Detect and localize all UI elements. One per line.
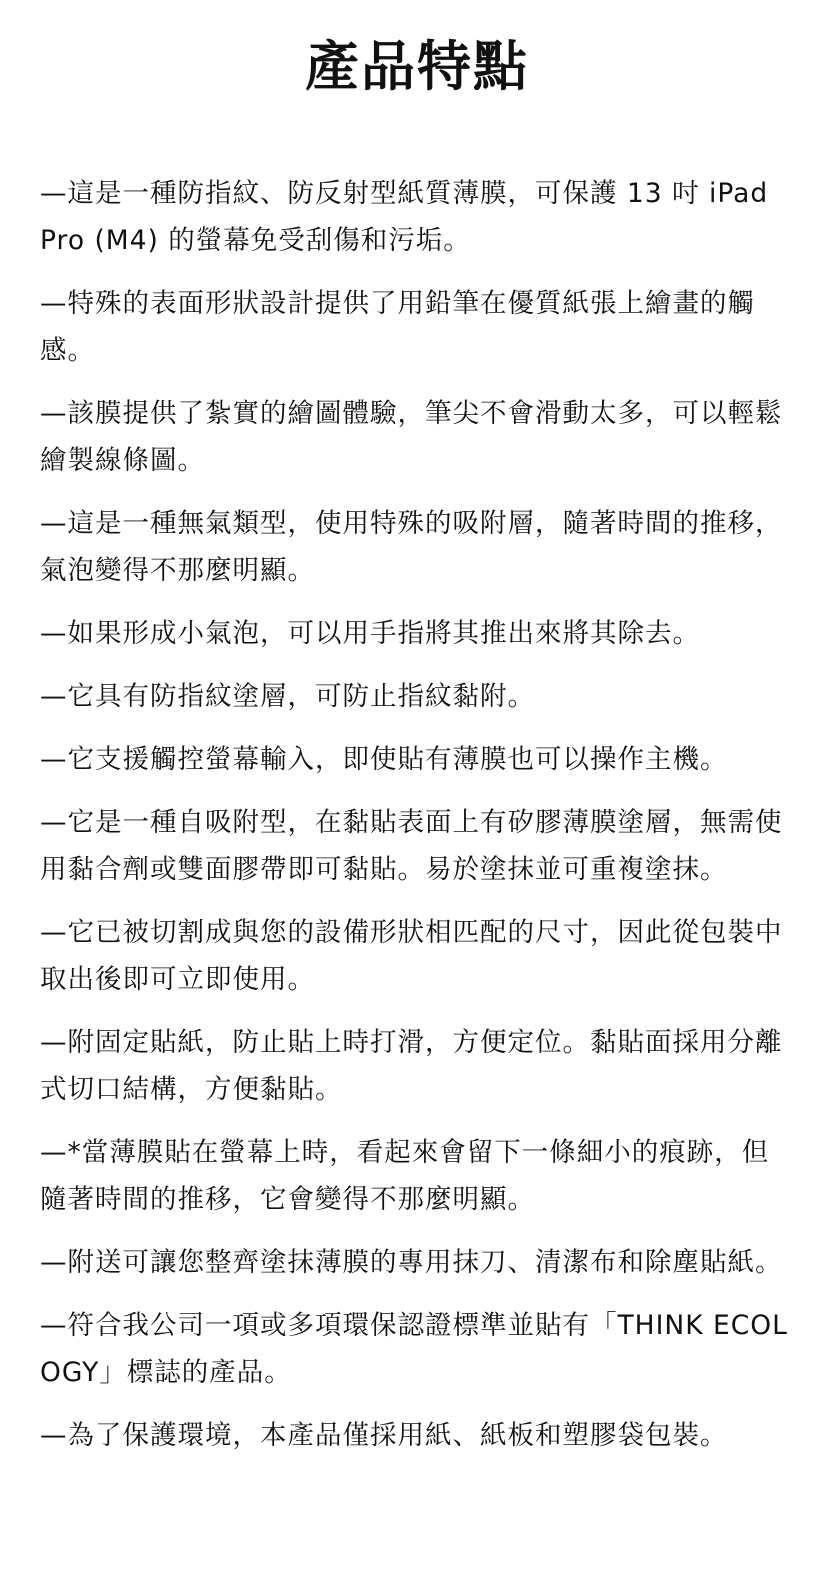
feature-item-10 xyxy=(40,1019,794,1113)
feature-item-9 xyxy=(40,909,794,1003)
feature-item-6 xyxy=(40,673,794,720)
list-dash: — xyxy=(40,1420,68,1451)
feature-item-11 xyxy=(40,1129,794,1223)
list-dash: — xyxy=(40,508,68,539)
feature-item-2 xyxy=(40,280,794,374)
feature-text: 符合我公司一項或多項環保認證標準並貼有「THINK ECOLOGY」標誌的產品。 xyxy=(40,1310,788,1388)
feature-text: 這是一種無氣類型，使用特殊的吸附層，隨著時間的推移，氣泡變得不那麼明顯。 xyxy=(40,508,783,586)
list-dash: — xyxy=(40,178,68,209)
feature-item-12 xyxy=(40,1239,794,1286)
feature-text: 它具有防指紋塗層，可防止指紋黏附。 xyxy=(67,681,535,712)
list-dash: — xyxy=(40,1247,68,1278)
list-dash: — xyxy=(40,618,68,649)
feature-text: 為了保護環境，本產品僅採用紙、紙板和塑膠袋包裝。 xyxy=(67,1420,728,1451)
list-dash: — xyxy=(40,917,68,948)
list-dash: — xyxy=(40,744,68,775)
list-dash: — xyxy=(40,1137,68,1168)
feature-text: 附固定貼紙，防止貼上時打滑，方便定位。黏貼面採用分離式切口結構，方便黏貼。 xyxy=(40,1027,783,1105)
list-dash: — xyxy=(40,807,68,838)
feature-item-4 xyxy=(40,500,794,594)
feature-item-3 xyxy=(40,390,794,484)
list-dash: — xyxy=(40,1027,68,1058)
feature-text: 附送可讓您整齊塗抹薄膜的專用抹刀、清潔布和除塵貼紙。 xyxy=(67,1247,783,1278)
feature-item-1 xyxy=(40,170,794,264)
list-dash: — xyxy=(40,398,68,429)
feature-item-7 xyxy=(40,736,794,783)
feature-item-13 xyxy=(40,1302,794,1396)
feature-text: 該膜提供了紮實的繪圖體驗，筆尖不會滑動太多，可以輕鬆繪製線條圖。 xyxy=(40,398,783,476)
feature-text: 如果形成小氣泡，可以用手指將其推出來將其除去。 xyxy=(67,618,700,649)
feature-list xyxy=(40,170,794,1459)
list-dash: — xyxy=(40,288,68,319)
feature-text: 它是一種自吸附型，在黏貼表面上有矽膠薄膜塗層，無需使用黏合劑或雙面膠帶即可黏貼。易於塗抹並可重複塗抹。 xyxy=(40,807,783,885)
feature-item-5 xyxy=(40,610,794,657)
list-dash: — xyxy=(40,681,68,712)
feature-item-14 xyxy=(40,1412,794,1459)
feature-text: 它支援觸控螢幕輸入，即使貼有薄膜也可以操作主機。 xyxy=(67,744,728,775)
feature-text: 特殊的表面形狀設計提供了用鉛筆在優質紙張上繪畫的觸感。 xyxy=(40,288,755,366)
feature-text: 它已被切割成與您的設備形狀相匹配的尺寸，因此從包裝中取出後即可立即使用。 xyxy=(40,917,783,995)
feature-text: 這是一種防指紋、防反射型紙質薄膜，可保護 13 吋 iPad Pro (M4) 的螢幕免受刮傷和污垢。 xyxy=(40,178,769,256)
feature-text: *當薄膜貼在螢幕上時，看起來會留下一條細小的痕跡，但隨著時間的推移，它會變得不那麼明顯。 xyxy=(40,1137,770,1215)
list-dash: — xyxy=(40,1310,68,1341)
page-title: 產品特點 xyxy=(305,35,529,98)
feature-item-8 xyxy=(40,799,794,893)
